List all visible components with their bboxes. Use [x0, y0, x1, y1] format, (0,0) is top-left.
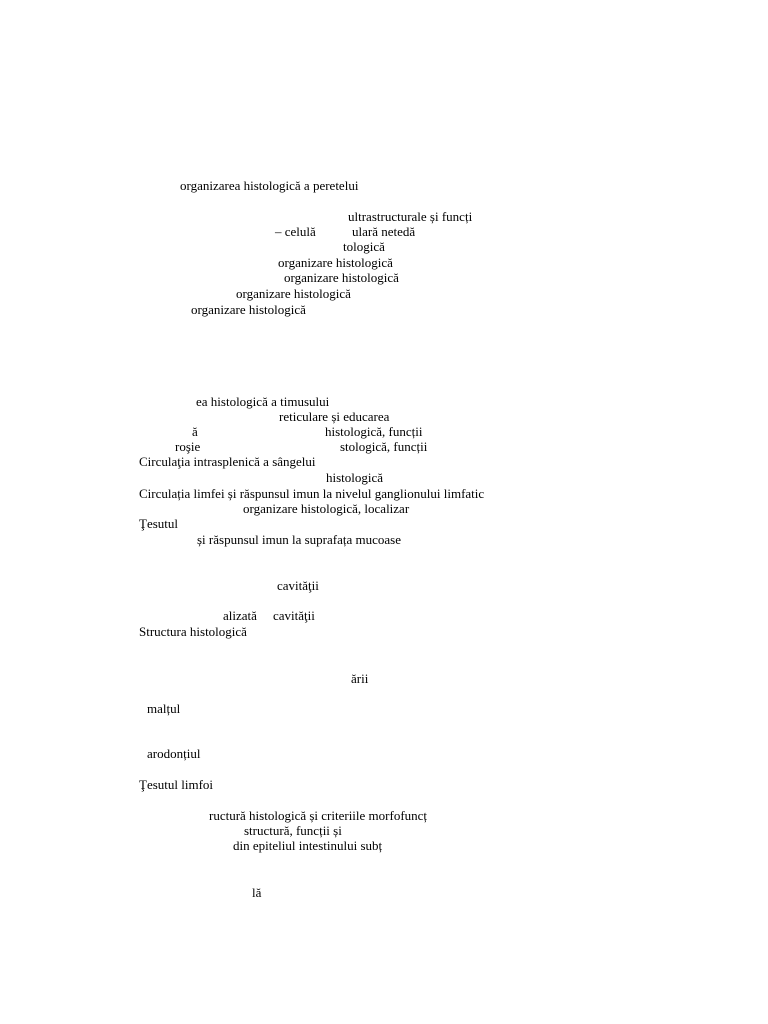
text-line: din epiteliul intestinului subț — [233, 838, 383, 853]
text-line: tologică — [343, 239, 385, 254]
text-line: organizare histologică, localizar — [243, 501, 410, 516]
text-line: organizare histologică — [191, 302, 306, 317]
text-line: Ţesutul limfoi — [139, 777, 214, 792]
text-line: Structura histologică — [139, 624, 247, 639]
text-line: organizare histologică — [236, 286, 351, 301]
text-line: ultrastructurale și funcți — [348, 209, 473, 224]
text-line: ea histologică a timusului — [196, 394, 330, 409]
text-line: ulară netedă — [352, 224, 416, 239]
text-line: reticulare și educarea — [279, 409, 390, 424]
text-line: histologică — [326, 470, 384, 485]
text-line: Circulaţia intrasplenică a sângelui — [139, 454, 316, 469]
text-line: malțul — [147, 701, 181, 716]
text-line: și răspunsul imun la suprafața mucoase — [197, 532, 401, 547]
text-line: organizarea histologică a peretelui — [180, 178, 359, 193]
text-line: ării — [351, 671, 369, 686]
text-line: histologică, funcții — [325, 424, 423, 439]
text-line: Ţesutul — [139, 516, 178, 531]
text-line: arodonțiul — [147, 746, 201, 761]
text-line: ructură histologică și criteriile morfofuncț — [209, 808, 428, 823]
text-line: structură, funcții și — [244, 823, 342, 838]
text-line: – celulă — [275, 224, 316, 239]
text-line: ă — [192, 424, 198, 439]
text-line: lă — [252, 885, 262, 900]
text-line: stologică, funcții — [340, 439, 428, 454]
text-line: organizare histologică — [284, 270, 399, 285]
text-line: alizată — [223, 608, 257, 623]
text-line: cavităţii — [277, 578, 319, 593]
text-line: Circulația limfei și răspunsul imun la nivelul ganglionului limfatic — [139, 486, 485, 501]
text-line: roşie — [175, 439, 201, 454]
text-line: organizare histologică — [278, 255, 393, 270]
text-line: cavităţii — [273, 608, 315, 623]
